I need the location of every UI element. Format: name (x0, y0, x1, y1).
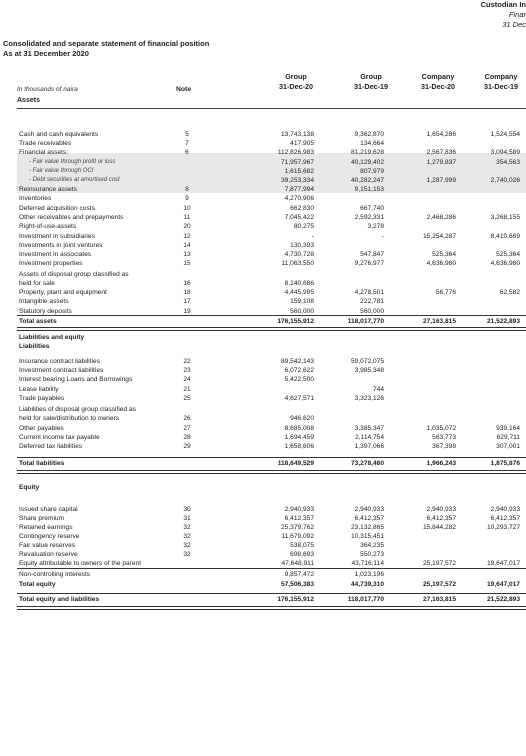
row-value: 159,108 (290, 298, 314, 305)
row-label: Other receivables and prepayments (19, 214, 124, 221)
row-value: 134,664 (360, 140, 384, 147)
row-value: 21,522,893 (486, 596, 520, 603)
row-note: 9 (185, 195, 189, 202)
row-value: 62,582 (499, 289, 520, 296)
row-value: 1,658,606 (284, 443, 314, 450)
row-value: 176,155,912 (277, 318, 314, 325)
row-value: 9,857,472 (284, 571, 314, 578)
row-label: Liabilities (19, 343, 50, 350)
table-row (17, 222, 526, 231)
table-row (17, 333, 526, 342)
row-note: 24 (183, 376, 191, 383)
row-label: Trade receivables (19, 140, 72, 147)
row-note: 29 (183, 443, 191, 450)
table-row (17, 559, 526, 568)
row-value: 1,875,876 (490, 460, 520, 467)
row-label: Total liabilities (19, 460, 65, 467)
row-note: 26 (183, 415, 191, 422)
table-row (17, 523, 526, 532)
row-value: 118,017,770 (347, 318, 384, 325)
row-value: 9,276,977 (354, 260, 384, 267)
column-header (17, 70, 526, 109)
row-value: 525,364 (496, 251, 520, 258)
table-row (17, 297, 526, 306)
row-value: 6,412,357 (354, 515, 384, 522)
row-value: 1,615,682 (284, 168, 314, 175)
table-row (17, 433, 526, 442)
row-value: 1,694,459 (284, 434, 314, 441)
row-value: 550,273 (360, 551, 384, 558)
table-row (17, 414, 526, 423)
row-label: Issued share capital (19, 506, 78, 513)
table-row (17, 570, 526, 579)
row-label: Liabilities and equity (19, 334, 85, 341)
row-value: 667,740 (360, 205, 384, 212)
row-label: Total assets (19, 318, 57, 325)
row-label: Trade payables (19, 395, 65, 402)
row-value: 7,877,994 (284, 186, 314, 193)
row-value: 47,648,911 (281, 560, 314, 567)
table-row (17, 514, 526, 523)
table-row (17, 259, 526, 268)
row-note: 17 (183, 298, 191, 305)
row-value: 25,197,572 (422, 560, 456, 567)
row-value: 15,844,282 (422, 524, 456, 531)
statement-date-line: As at 31 December 2020 (3, 49, 89, 58)
table-row (17, 185, 526, 194)
row-value: 56,776 (435, 289, 456, 296)
row-value: 3,268,155 (490, 214, 520, 221)
row-value: - (311, 233, 314, 240)
table-row (17, 550, 526, 559)
row-value: 1,035,072 (426, 425, 456, 432)
row-value: 6,072,622 (284, 367, 314, 374)
row-note: 10 (183, 205, 191, 212)
row-note: 7 (185, 140, 189, 147)
row-value: 19,647,017 (486, 560, 520, 567)
row-label: Contingency reserve (19, 533, 80, 540)
divider (17, 593, 526, 594)
row-note: 32 (183, 542, 191, 549)
row-value: 81,219,628 (350, 149, 384, 156)
row-value: 807,979 (360, 168, 384, 175)
table-row (17, 375, 526, 384)
row-value: 698,693 (290, 551, 314, 558)
row-value: 11,063,550 (281, 260, 314, 267)
row-value: 744 (372, 386, 384, 393)
row-value: 8,685,008 (284, 425, 314, 432)
divider (17, 606, 526, 610)
row-value: 367,398 (432, 443, 456, 450)
table-row (17, 532, 526, 541)
row-label: Financial assets: (19, 149, 69, 156)
table-row (17, 442, 526, 451)
row-value: 6,412,357 (426, 515, 456, 522)
row-value: 43,716,114 (351, 560, 384, 567)
row-value: 563,773 (432, 434, 456, 441)
statement-title-line: Consolidated and separate statement of financial position (3, 39, 210, 48)
row-value: 44,739,310 (350, 581, 384, 588)
row-value: 130,393 (290, 242, 314, 249)
row-value: 560,000 (290, 308, 314, 315)
table-row (17, 130, 526, 139)
row-value: 3,278 (367, 223, 384, 230)
table-row (17, 394, 526, 403)
row-value: 89,542,143 (280, 358, 314, 365)
row-note: 27 (183, 425, 191, 432)
row-label: Assets of disposal group classified as (19, 271, 129, 278)
row-label: Retained earnings (19, 524, 73, 531)
row-note: 25 (183, 395, 191, 402)
table-row (17, 279, 526, 288)
row-value: 13,743,138 (280, 131, 314, 138)
col-group-2019: Group 31-Dec-19 (354, 72, 388, 91)
row-label: Property, plant and equipment (19, 289, 107, 296)
table-row (17, 158, 526, 167)
row-value: 6,412,357 (490, 515, 520, 522)
row-label: Intangible assets (19, 298, 69, 305)
report-date: 31 Dec (502, 20, 526, 29)
row-note: 28 (183, 434, 191, 441)
row-label: Reinsurance assets (19, 186, 77, 193)
table-row (17, 483, 526, 492)
row-label: Interest bearing Loans and Borrowings (19, 376, 133, 383)
table-row (17, 424, 526, 433)
row-value: 57,506,383 (280, 581, 314, 588)
row-value: 1,279,837 (426, 159, 456, 166)
row-label: Deferred tax liabilities (19, 443, 83, 450)
table-row (17, 405, 526, 414)
table-row (17, 580, 526, 589)
row-note: 11 (183, 214, 191, 221)
row-label: Liabilities of disposal group classified as (19, 406, 136, 413)
row-value: 222,781 (360, 298, 384, 305)
row-value: 7,045,422 (284, 214, 314, 221)
statement-title (3, 39, 209, 59)
row-value: 3,385,347 (354, 425, 384, 432)
row-value: 364,235 (360, 542, 384, 549)
row-value: 80,275 (293, 223, 314, 230)
row-value: 59,072,075 (350, 358, 384, 365)
assets-section-title: Assets (17, 97, 40, 104)
table-row (17, 232, 526, 241)
row-value: 39,253,334 (280, 177, 314, 184)
row-value: 71,957,967 (280, 159, 314, 166)
row-label: Non-controlling interests (19, 571, 91, 578)
table-row (17, 385, 526, 394)
table-row (17, 288, 526, 297)
row-label: Equity attributable to owners of the parent (19, 560, 142, 567)
row-value: 25,379,762 (280, 524, 314, 531)
row-value: 4,270,906 (284, 195, 314, 202)
table-row (17, 342, 526, 351)
row-value: 1,654,286 (426, 131, 456, 138)
table-row (17, 541, 526, 550)
report-type: Finar (508, 10, 526, 19)
row-value: 5,422,500 (284, 376, 314, 383)
row-value: 4,636,980 (426, 260, 456, 267)
row-value: 8,410,669 (490, 233, 520, 240)
table-row (17, 270, 526, 279)
row-note: 32 (183, 533, 191, 540)
table-row (17, 139, 526, 148)
report-corner-heading (481, 0, 526, 30)
row-value: 112,826,983 (277, 149, 314, 156)
row-note: 22 (183, 358, 191, 365)
row-label: Equity (19, 484, 40, 491)
row-label: Share premium (19, 515, 65, 522)
table-row (17, 595, 526, 604)
row-note: 5 (185, 131, 189, 138)
row-label: Other payables (19, 425, 64, 432)
row-value: 3,323,126 (354, 395, 384, 402)
row-note: 14 (183, 242, 191, 249)
row-value: 27,163,815 (422, 318, 456, 325)
row-value: 2,740,026 (490, 177, 520, 184)
row-value: 1,397,066 (354, 443, 384, 450)
row-label: Investment properties (19, 260, 83, 267)
row-value: 939,164 (496, 425, 520, 432)
row-value: 3,985,348 (354, 367, 384, 374)
units-label: In thousands of naira (17, 86, 78, 93)
row-value: 547,847 (360, 251, 384, 258)
row-label: - Fair value through profit or loss (29, 159, 116, 165)
col-company-2019: Company 31-Dec-19 (484, 72, 518, 91)
row-label: Deferred acquisition costs (19, 205, 95, 212)
table-row (17, 250, 526, 259)
row-value: 4,636,980 (490, 260, 520, 267)
row-label: held for sale (19, 280, 55, 287)
row-value: 11,679,092 (281, 533, 314, 540)
table-row (17, 204, 526, 213)
col-group-2020: Group 31-Dec-20 (279, 72, 313, 91)
row-value: 1,287,999 (426, 177, 456, 184)
row-value: 629,711 (496, 434, 520, 441)
row-note: 18 (183, 289, 191, 296)
row-note: 16 (183, 280, 191, 287)
row-note: 32 (183, 551, 191, 558)
table-row (17, 194, 526, 203)
row-value: 118,017,770 (347, 596, 384, 603)
row-note: 15 (183, 260, 191, 267)
row-value: 525,364 (432, 251, 456, 258)
divider (17, 327, 526, 331)
row-value: 25,197,572 (422, 581, 456, 588)
row-value: 1,966,243 (426, 460, 456, 467)
row-label: Lease liability (19, 386, 59, 393)
row-value: 40,282,247 (350, 177, 384, 184)
row-note: 13 (183, 251, 191, 258)
row-label: Total equity (19, 581, 56, 588)
row-label: Right-of-use-assets (19, 223, 77, 230)
row-label: - Debt securities at amortised cost (29, 177, 120, 183)
row-value: 2,567,836 (426, 149, 456, 156)
row-value: 4,445,995 (284, 289, 314, 296)
row-value: 8,140,686 (284, 280, 314, 287)
row-value: 27,163,815 (422, 596, 456, 603)
row-value: 6,412,357 (284, 515, 314, 522)
divider (17, 568, 526, 569)
row-value: 307,001 (496, 443, 520, 450)
row-label: Investments in joint ventures (19, 242, 103, 249)
row-label: Cash and cash equivalents (19, 131, 99, 138)
row-value: 946,620 (290, 415, 314, 422)
row-label: Total equity and liabilities (19, 596, 100, 603)
row-value: 3,094,589 (490, 149, 520, 156)
table-row (17, 148, 526, 157)
row-value: 2,940,933 (284, 506, 314, 513)
row-note: 30 (183, 506, 191, 513)
table-row (17, 176, 526, 185)
table-row (17, 241, 526, 250)
row-value: 1,023,196 (354, 571, 384, 578)
row-value: 10,293,727 (486, 524, 520, 531)
row-value: 9,362,870 (354, 131, 384, 138)
note-header: Note (176, 86, 192, 93)
table-row (17, 357, 526, 366)
row-label: Inventories (19, 195, 52, 202)
row-label: Insurance contract liabilities (19, 358, 100, 365)
row-note: 23 (183, 367, 191, 374)
row-value: 2,114,754 (355, 434, 384, 441)
row-value: 4,730,728 (284, 251, 314, 258)
row-value: 15,254,287 (422, 233, 456, 240)
divider (17, 470, 526, 474)
row-value: 2,940,933 (426, 506, 456, 513)
row-label: Investment in subsidiaries (19, 233, 95, 240)
row-note: 31 (183, 515, 191, 522)
table-row (17, 505, 526, 514)
row-label: Investment in associates (19, 251, 92, 258)
row-value: 9,151,153 (354, 186, 384, 193)
row-value: 2,940,933 (490, 506, 520, 513)
row-note: 6 (185, 149, 189, 156)
row-label: held for sale/distribution to owners (19, 415, 120, 422)
table-row (17, 317, 526, 326)
row-label: Current income tax payable (19, 434, 100, 441)
row-value: 2,940,933 (354, 506, 384, 513)
table-row (17, 366, 526, 375)
row-label: - Fair value through OCI (29, 168, 94, 174)
row-note: 12 (183, 233, 191, 240)
row-value: 354,563 (496, 159, 520, 166)
row-note: 20 (183, 223, 191, 230)
row-note: 19 (183, 308, 191, 315)
row-value: 417,905 (290, 140, 314, 147)
row-value: 4,278,501 (354, 289, 384, 296)
row-value: 19,647,017 (486, 581, 520, 588)
row-value: 662,830 (290, 205, 314, 212)
row-value: 1,524,554 (490, 131, 520, 138)
row-value: 40,129,402 (350, 159, 384, 166)
row-value: 23,132,865 (350, 524, 384, 531)
row-value: - (381, 233, 384, 240)
table-row (17, 459, 526, 468)
table-row (17, 167, 526, 176)
row-value: 2,468,286 (426, 214, 456, 221)
row-value: 560,000 (360, 308, 384, 315)
row-note: 32 (183, 524, 191, 531)
row-note: 8 (185, 186, 189, 193)
row-value: 176,155,912 (277, 596, 314, 603)
row-value: 538,075 (290, 542, 314, 549)
row-value: 4,627,571 (284, 395, 314, 402)
row-value: 21,522,893 (486, 318, 520, 325)
table-row (17, 213, 526, 222)
row-value: 10,315,451 (350, 533, 384, 540)
row-value: 2,592,331 (354, 214, 384, 221)
col-company-2020: Company 31-Dec-20 (421, 72, 455, 91)
divider (17, 457, 526, 458)
row-label: Investment contract liabilities (19, 367, 104, 374)
row-label: Statutory deposits (19, 308, 72, 315)
row-label: Revaluation reserve (19, 551, 78, 558)
row-note: 21 (183, 386, 191, 393)
company-name: Custodian In (480, 0, 526, 9)
row-label: Fair value reserves (19, 542, 76, 549)
row-value: 73,278,460 (350, 460, 384, 467)
divider (17, 315, 526, 316)
row-value: 118,649,529 (277, 460, 314, 467)
